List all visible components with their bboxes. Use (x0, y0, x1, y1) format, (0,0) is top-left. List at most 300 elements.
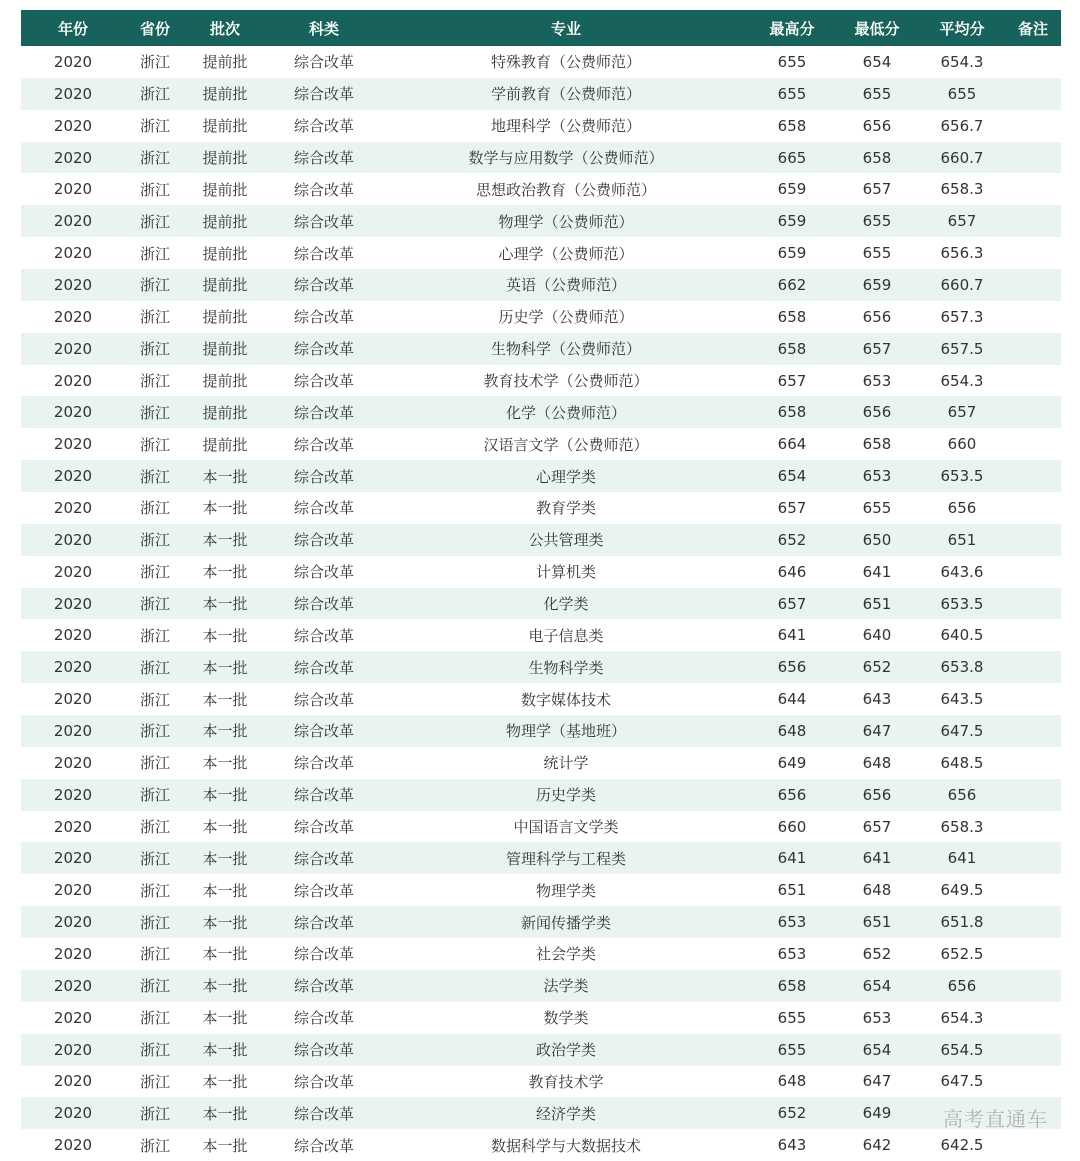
cell-major: 心理学类 (383, 460, 749, 492)
cell-year: 2020 (21, 173, 125, 205)
cell-batch: 本一批 (185, 906, 265, 938)
cell-major: 地理科学（公费师范） (383, 110, 749, 142)
cell-min-score: 656 (835, 396, 919, 428)
table-row (21, 1129, 1061, 1161)
cell-remark (1005, 524, 1061, 556)
cell-batch: 本一批 (185, 683, 265, 715)
table-row (21, 842, 1061, 874)
cell-province: 浙江 (125, 524, 185, 556)
cell-avg-score: 647.5 (919, 715, 1005, 747)
cell-remark (1005, 142, 1061, 174)
cell-year: 2020 (21, 396, 125, 428)
cell-major: 历史学类 (383, 779, 749, 811)
cell-max-score: 657 (749, 492, 835, 524)
cell-major: 物理学类 (383, 874, 749, 906)
table-row (21, 110, 1061, 142)
cell-category: 综合改革 (265, 1129, 383, 1161)
cell-major: 教育技术学（公费师范） (383, 365, 749, 397)
cell-max-score: 646 (749, 556, 835, 588)
table-row (21, 78, 1061, 110)
table-row (21, 365, 1061, 397)
table-row (21, 142, 1061, 174)
cell-category: 综合改革 (265, 1066, 383, 1098)
column-header-remark: 备注 (1005, 10, 1061, 46)
column-header-year: 年份 (21, 10, 125, 46)
cell-avg-score: 654.3 (919, 46, 1005, 78)
cell-min-score: 656 (835, 779, 919, 811)
cell-min-score: 657 (835, 333, 919, 365)
table-row (21, 460, 1061, 492)
cell-category: 综合改革 (265, 110, 383, 142)
cell-remark (1005, 842, 1061, 874)
cell-batch: 本一批 (185, 842, 265, 874)
table-row (21, 1002, 1061, 1034)
cell-year: 2020 (21, 874, 125, 906)
cell-avg-score: 660 (919, 428, 1005, 460)
cell-avg-score: 656 (919, 492, 1005, 524)
cell-avg-score: 656 (919, 970, 1005, 1002)
cell-batch: 本一批 (185, 1129, 265, 1161)
table-row (21, 269, 1061, 301)
cell-province: 浙江 (125, 1066, 185, 1098)
cell-remark (1005, 78, 1061, 110)
cell-category: 综合改革 (265, 970, 383, 1002)
cell-batch: 提前批 (185, 142, 265, 174)
table-row (21, 428, 1061, 460)
table-row (21, 683, 1061, 715)
cell-major: 统计学 (383, 747, 749, 779)
cell-min-score: 655 (835, 492, 919, 524)
table-row (21, 811, 1061, 843)
cell-year: 2020 (21, 237, 125, 269)
cell-batch: 本一批 (185, 556, 265, 588)
cell-year: 2020 (21, 1066, 125, 1098)
cell-major: 生物科学类 (383, 651, 749, 683)
cell-avg-score: 654.3 (919, 1002, 1005, 1034)
cell-province: 浙江 (125, 842, 185, 874)
cell-batch: 提前批 (185, 428, 265, 460)
cell-province: 浙江 (125, 173, 185, 205)
cell-batch: 本一批 (185, 619, 265, 651)
cell-category: 综合改革 (265, 237, 383, 269)
cell-avg-score: 655 (919, 78, 1005, 110)
table-row (21, 333, 1061, 365)
cell-major: 心理学（公费师范） (383, 237, 749, 269)
cell-remark (1005, 492, 1061, 524)
table-row (21, 1034, 1061, 1066)
cell-year: 2020 (21, 715, 125, 747)
cell-major: 管理科学与工程类 (383, 842, 749, 874)
cell-province: 浙江 (125, 556, 185, 588)
cell-major: 教育技术学 (383, 1066, 749, 1098)
cell-batch: 提前批 (185, 301, 265, 333)
cell-avg-score: 657.5 (919, 333, 1005, 365)
column-header-major: 专业 (383, 10, 749, 46)
cell-province: 浙江 (125, 1097, 185, 1129)
cell-max-score: 648 (749, 1066, 835, 1098)
cell-remark (1005, 333, 1061, 365)
column-header-avg-score: 平均分 (919, 10, 1005, 46)
cell-year: 2020 (21, 142, 125, 174)
cell-max-score: 649 (749, 747, 835, 779)
cell-province: 浙江 (125, 651, 185, 683)
cell-avg-score: 654.3 (919, 365, 1005, 397)
cell-province: 浙江 (125, 492, 185, 524)
cell-avg-score: 657.3 (919, 301, 1005, 333)
column-header-min-score: 最低分 (835, 10, 919, 46)
cell-min-score: 658 (835, 428, 919, 460)
cell-batch: 提前批 (185, 205, 265, 237)
cell-batch: 本一批 (185, 715, 265, 747)
cell-category: 综合改革 (265, 588, 383, 620)
cell-category: 综合改革 (265, 492, 383, 524)
cell-remark (1005, 365, 1061, 397)
cell-remark (1005, 779, 1061, 811)
cell-avg-score: 653.8 (919, 651, 1005, 683)
cell-major: 公共管理类 (383, 524, 749, 556)
cell-category: 综合改革 (265, 365, 383, 397)
cell-max-score: 660 (749, 811, 835, 843)
cell-max-score: 658 (749, 396, 835, 428)
cell-major: 中国语言文学类 (383, 811, 749, 843)
table-body (21, 46, 1061, 1161)
cell-max-score: 664 (749, 428, 835, 460)
cell-batch: 提前批 (185, 396, 265, 428)
table-row (21, 492, 1061, 524)
cell-min-score: 640 (835, 619, 919, 651)
cell-category: 综合改革 (265, 1002, 383, 1034)
cell-category: 综合改革 (265, 715, 383, 747)
cell-avg-score: 656.3 (919, 237, 1005, 269)
cell-max-score: 655 (749, 46, 835, 78)
cell-category: 综合改革 (265, 779, 383, 811)
cell-year: 2020 (21, 301, 125, 333)
cell-max-score: 655 (749, 1034, 835, 1066)
cell-batch: 本一批 (185, 651, 265, 683)
cell-min-score: 658 (835, 142, 919, 174)
cell-min-score: 655 (835, 205, 919, 237)
cell-year: 2020 (21, 428, 125, 460)
table-row (21, 938, 1061, 970)
watermark: 高考直通车 (943, 1107, 1048, 1131)
cell-max-score: 643 (749, 1129, 835, 1161)
cell-category: 综合改革 (265, 396, 383, 428)
cell-year: 2020 (21, 460, 125, 492)
cell-major: 新闻传播学类 (383, 906, 749, 938)
table-header (21, 10, 1061, 46)
cell-province: 浙江 (125, 269, 185, 301)
cell-province: 浙江 (125, 811, 185, 843)
cell-batch: 提前批 (185, 78, 265, 110)
cell-max-score: 656 (749, 651, 835, 683)
cell-batch: 提前批 (185, 46, 265, 78)
cell-remark (1005, 237, 1061, 269)
cell-min-score: 656 (835, 110, 919, 142)
cell-remark (1005, 110, 1061, 142)
cell-major: 数据科学与大数据技术 (383, 1129, 749, 1161)
cell-batch: 提前批 (185, 173, 265, 205)
cell-category: 综合改革 (265, 556, 383, 588)
cell-category: 综合改革 (265, 811, 383, 843)
cell-batch: 提前批 (185, 110, 265, 142)
cell-min-score: 653 (835, 1002, 919, 1034)
table-row (21, 556, 1061, 588)
cell-category: 综合改革 (265, 683, 383, 715)
cell-max-score: 654 (749, 460, 835, 492)
cell-min-score: 652 (835, 938, 919, 970)
cell-province: 浙江 (125, 205, 185, 237)
cell-province: 浙江 (125, 428, 185, 460)
cell-batch: 提前批 (185, 237, 265, 269)
cell-min-score: 653 (835, 365, 919, 397)
cell-remark (1005, 1129, 1061, 1161)
cell-year: 2020 (21, 906, 125, 938)
cell-avg-score: 658.3 (919, 811, 1005, 843)
cell-province: 浙江 (125, 970, 185, 1002)
cell-batch: 提前批 (185, 269, 265, 301)
table-row (21, 588, 1061, 620)
cell-remark (1005, 205, 1061, 237)
cell-category: 综合改革 (265, 1097, 383, 1129)
cell-avg-score: 651.8 (919, 906, 1005, 938)
cell-province: 浙江 (125, 1129, 185, 1161)
cell-avg-score: 653.5 (919, 588, 1005, 620)
cell-remark (1005, 556, 1061, 588)
cell-major: 思想政治教育（公费师范） (383, 173, 749, 205)
cell-remark (1005, 173, 1061, 205)
cell-major: 物理学（基地班） (383, 715, 749, 747)
cell-major: 计算机类 (383, 556, 749, 588)
cell-batch: 本一批 (185, 747, 265, 779)
cell-major: 数学类 (383, 1002, 749, 1034)
cell-min-score: 648 (835, 874, 919, 906)
cell-province: 浙江 (125, 365, 185, 397)
cell-province: 浙江 (125, 588, 185, 620)
cell-province: 浙江 (125, 938, 185, 970)
cell-major: 历史学（公费师范） (383, 301, 749, 333)
cell-max-score: 659 (749, 173, 835, 205)
cell-batch: 本一批 (185, 588, 265, 620)
cell-remark (1005, 874, 1061, 906)
cell-min-score: 650 (835, 524, 919, 556)
table-row (21, 874, 1061, 906)
table-row (21, 524, 1061, 556)
cell-min-score: 649 (835, 1097, 919, 1129)
table-row (21, 205, 1061, 237)
cell-min-score: 655 (835, 78, 919, 110)
cell-province: 浙江 (125, 779, 185, 811)
cell-max-score: 641 (749, 619, 835, 651)
cell-category: 综合改革 (265, 619, 383, 651)
cell-max-score: 659 (749, 237, 835, 269)
cell-max-score: 651 (749, 874, 835, 906)
cell-category: 综合改革 (265, 524, 383, 556)
cell-major: 法学类 (383, 970, 749, 1002)
cell-batch: 本一批 (185, 1002, 265, 1034)
cell-province: 浙江 (125, 715, 185, 747)
table-row (21, 970, 1061, 1002)
cell-min-score: 651 (835, 588, 919, 620)
cell-avg-score: 654.5 (919, 1034, 1005, 1066)
cell-remark (1005, 619, 1061, 651)
cell-major: 政治学类 (383, 1034, 749, 1066)
cell-province: 浙江 (125, 333, 185, 365)
cell-category: 综合改革 (265, 651, 383, 683)
cell-province: 浙江 (125, 301, 185, 333)
column-header-category: 科类 (265, 10, 383, 46)
cell-min-score: 659 (835, 269, 919, 301)
score-table (21, 10, 1061, 1161)
cell-remark (1005, 906, 1061, 938)
cell-avg-score: 656.7 (919, 110, 1005, 142)
cell-major: 英语（公费师范） (383, 269, 749, 301)
table-row (21, 1066, 1061, 1098)
cell-avg-score: 647.5 (919, 1066, 1005, 1098)
cell-province: 浙江 (125, 46, 185, 78)
cell-province: 浙江 (125, 78, 185, 110)
cell-min-score: 642 (835, 1129, 919, 1161)
cell-min-score: 654 (835, 46, 919, 78)
cell-category: 综合改革 (265, 205, 383, 237)
cell-year: 2020 (21, 524, 125, 556)
cell-avg-score: 643.6 (919, 556, 1005, 588)
cell-min-score: 651 (835, 906, 919, 938)
cell-year: 2020 (21, 365, 125, 397)
cell-max-score: 641 (749, 842, 835, 874)
cell-batch: 本一批 (185, 524, 265, 556)
table-row (21, 173, 1061, 205)
cell-avg-score: 657 (919, 205, 1005, 237)
cell-min-score: 648 (835, 747, 919, 779)
cell-max-score: 652 (749, 524, 835, 556)
cell-major: 学前教育（公费师范） (383, 78, 749, 110)
cell-avg-score: 640.5 (919, 619, 1005, 651)
cell-avg-score: 656 (919, 779, 1005, 811)
cell-province: 浙江 (125, 874, 185, 906)
cell-min-score: 647 (835, 715, 919, 747)
cell-avg-score: 642.5 (919, 1129, 1005, 1161)
cell-year: 2020 (21, 970, 125, 1002)
cell-remark (1005, 1034, 1061, 1066)
table-row (21, 779, 1061, 811)
cell-year: 2020 (21, 492, 125, 524)
cell-major: 经济学类 (383, 1097, 749, 1129)
cell-year: 2020 (21, 333, 125, 365)
cell-category: 综合改革 (265, 269, 383, 301)
cell-batch: 本一批 (185, 492, 265, 524)
cell-major: 数字媒体技术 (383, 683, 749, 715)
cell-min-score: 652 (835, 651, 919, 683)
cell-province: 浙江 (125, 237, 185, 269)
cell-max-score: 657 (749, 588, 835, 620)
cell-remark (1005, 396, 1061, 428)
cell-remark (1005, 651, 1061, 683)
cell-remark (1005, 301, 1061, 333)
cell-max-score: 658 (749, 110, 835, 142)
cell-avg-score: 641 (919, 842, 1005, 874)
cell-category: 综合改革 (265, 428, 383, 460)
cell-min-score: 641 (835, 556, 919, 588)
table-row (21, 906, 1061, 938)
table-row (21, 237, 1061, 269)
cell-min-score: 643 (835, 683, 919, 715)
cell-category: 综合改革 (265, 301, 383, 333)
cell-category: 综合改革 (265, 874, 383, 906)
cell-avg-score: 658.3 (919, 173, 1005, 205)
cell-max-score: 653 (749, 938, 835, 970)
cell-major: 汉语言文学（公费师范） (383, 428, 749, 460)
cell-remark (1005, 715, 1061, 747)
table-row (21, 46, 1061, 78)
cell-major: 社会学类 (383, 938, 749, 970)
cell-remark (1005, 811, 1061, 843)
cell-max-score: 648 (749, 715, 835, 747)
cell-year: 2020 (21, 1034, 125, 1066)
cell-remark (1005, 970, 1061, 1002)
cell-min-score: 655 (835, 237, 919, 269)
cell-remark (1005, 428, 1061, 460)
cell-max-score: 658 (749, 301, 835, 333)
cell-category: 综合改革 (265, 460, 383, 492)
cell-province: 浙江 (125, 906, 185, 938)
cell-remark (1005, 938, 1061, 970)
cell-avg-score: 651 (919, 524, 1005, 556)
column-header-max-score: 最高分 (749, 10, 835, 46)
cell-year: 2020 (21, 842, 125, 874)
cell-year: 2020 (21, 1129, 125, 1161)
cell-category: 综合改革 (265, 46, 383, 78)
cell-avg-score: 652.5 (919, 938, 1005, 970)
cell-min-score: 657 (835, 173, 919, 205)
cell-year: 2020 (21, 1002, 125, 1034)
cell-min-score: 654 (835, 1034, 919, 1066)
cell-year: 2020 (21, 938, 125, 970)
table-row (21, 747, 1061, 779)
cell-year: 2020 (21, 811, 125, 843)
cell-min-score: 653 (835, 460, 919, 492)
cell-year: 2020 (21, 588, 125, 620)
cell-year: 2020 (21, 110, 125, 142)
cell-year: 2020 (21, 78, 125, 110)
cell-max-score: 655 (749, 1002, 835, 1034)
cell-year: 2020 (21, 205, 125, 237)
cell-category: 综合改革 (265, 938, 383, 970)
cell-max-score: 659 (749, 205, 835, 237)
cell-max-score: 652 (749, 1097, 835, 1129)
cell-province: 浙江 (125, 396, 185, 428)
cell-remark (1005, 747, 1061, 779)
cell-year: 2020 (21, 46, 125, 78)
cell-batch: 本一批 (185, 970, 265, 1002)
cell-major: 生物科学（公费师范） (383, 333, 749, 365)
cell-min-score: 656 (835, 301, 919, 333)
cell-remark (1005, 683, 1061, 715)
cell-min-score: 654 (835, 970, 919, 1002)
cell-max-score: 662 (749, 269, 835, 301)
cell-remark (1005, 269, 1061, 301)
column-header-batch: 批次 (185, 10, 265, 46)
cell-min-score: 647 (835, 1066, 919, 1098)
cell-province: 浙江 (125, 1002, 185, 1034)
cell-year: 2020 (21, 1097, 125, 1129)
cell-province: 浙江 (125, 683, 185, 715)
cell-year: 2020 (21, 619, 125, 651)
cell-avg-score: 648.5 (919, 747, 1005, 779)
table-row (21, 715, 1061, 747)
cell-batch: 提前批 (185, 365, 265, 397)
table-row (21, 396, 1061, 428)
cell-major: 化学（公费师范） (383, 396, 749, 428)
